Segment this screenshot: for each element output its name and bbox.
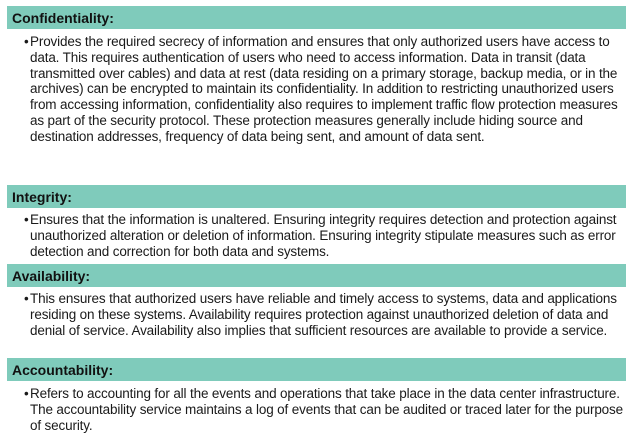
- accountability-heading: [7, 358, 626, 381]
- confidentiality-heading: [7, 6, 626, 29]
- availability-body: [24, 291, 628, 338]
- bullet-dot: •: [24, 386, 29, 401]
- availability-text: This ensures that authorized users have reliable and timely access to systems, data and applications residing on these systems. Availability requires protection against unauthorized deletion of data and denial of service. Availability also implies that sufficient resources are available to provide a service.: [30, 291, 617, 338]
- heading-text: Accountability:: [12, 361, 114, 378]
- confidentiality-body: [24, 34, 628, 145]
- bullet-dot: •: [24, 34, 29, 49]
- accountability-text: Refers to accounting for all the events and operations that take place in the data center infrastructure. The accountability service maintains a log of events that can be audited or traced later for the purpose of security.: [30, 386, 624, 433]
- bullet-dot: •: [24, 291, 29, 306]
- bullet-dot: •: [24, 212, 29, 227]
- heading-text: Integrity:: [12, 188, 72, 205]
- integrity-body: [24, 212, 628, 259]
- integrity-heading: [7, 185, 626, 208]
- availability-heading: [7, 264, 626, 287]
- heading-text: Confidentiality:: [12, 9, 114, 26]
- confidentiality-text: Provides the required secrecy of information and ensures that only authorized users have access to data. This requires authentication of users who need to access information. Data in transit (data transmitted over cables) and data at rest (data residing on a primary storage, backup media, or in the archives) can be encrypted to maintain its confidentiality. In addition to restricting unauthorized users from accessing information, confidentiality also requires to implement traffic flow protection measures as part of the security protocol. These protection measures generally include hiding source and destination addresses, frequency of data being sent, and amount of data sent.: [30, 34, 618, 144]
- accountability-body: [24, 386, 628, 433]
- integrity-text: Ensures that the information is unaltered. Ensuring integrity requires detection and protection against unauthorized alteration or deletion of information. Ensuring integrity stipulate measures such as error detection and correction for both data and systems.: [30, 212, 617, 259]
- heading-text: Availability:: [12, 267, 91, 284]
